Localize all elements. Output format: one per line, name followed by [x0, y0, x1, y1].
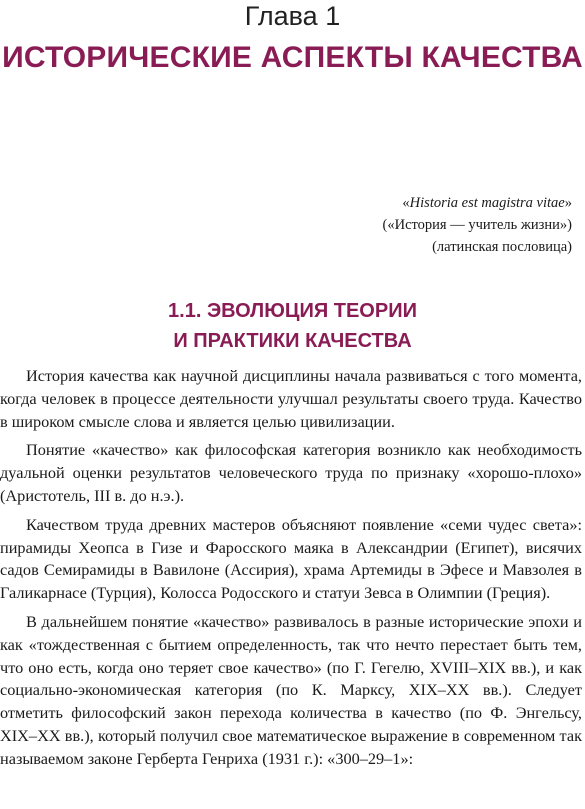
paragraph-2: Понятие «качество» как философская категория возникло как необходимость дуальной оценки результатов человеческого труда по признаку «хорошо-плохо» (Аристотель, III в. до н.э.). — [0, 440, 582, 505]
epigraph-latin — [383, 192, 572, 214]
epigraph-translation: («История — учитель жизни») — [382, 217, 572, 233]
paragraph-1: История качества как научной дисциплины начала развиваться с того момента, когда человек в процессе деятельности улучшал результаты своего труда. Качество в широком смысле слова и является целью цивилизации. — [0, 366, 582, 431]
epigraph-latin-text: Historia est magistra vitae — [409, 195, 565, 211]
chapter-title: ИСТОРИЧЕСКИЕ АСПЕКТЫ КАЧЕСТВА — [2, 41, 583, 74]
chapter-label: Глава 1 — [244, 1, 341, 31]
section-title — [0, 296, 585, 356]
epigraph-open-quote: « — [402, 195, 410, 211]
epigraph — [383, 192, 572, 258]
section-title-line-2: И ПРАКТИКИ КАЧЕСТВА — [173, 330, 412, 352]
paragraph-3: Качеством труда древних мастеров объясняют появление «семи чудес света»: пирамиды Хеопса в Гизе и Фаросского маяка в Александрии (Египет), висячих садов Семирамиды в Вавилоне (Ассирия), храма Артемиды в Эфесе и Мавзолея в Галикарнасе (Турция), Колосса Родосского и статуи Зевса в Олимпии (Греция). — [0, 514, 582, 603]
epigraph-source: (латинская пословица) — [432, 239, 572, 255]
paragraph-4: В дальнейшем понятие «качество» развивалось в разные исторические эпохи и как «тождественная с бытием определенность, так что нечто перестает быть тем, что оно есть, когда оно теряет свое качество» (по Г. Гегелю, XVIII–XIX вв.), и как социально-экономическая категория (по К. Марксу, XIX–XX вв.). Следует отметить философский закон перехода количества в качество (по Ф. Энгельсу, XIX–XX вв.), который получил свое математическое выражение в современном так называемом законе Герберта Генриха (1931 г.): «300–29–1»: — [0, 611, 582, 768]
epigraph-close-quote: » — [564, 195, 572, 211]
section-title-line-1: 1.1. ЭВОЛЮЦИЯ ТЕОРИИ — [168, 300, 417, 322]
body-text — [0, 365, 582, 777]
